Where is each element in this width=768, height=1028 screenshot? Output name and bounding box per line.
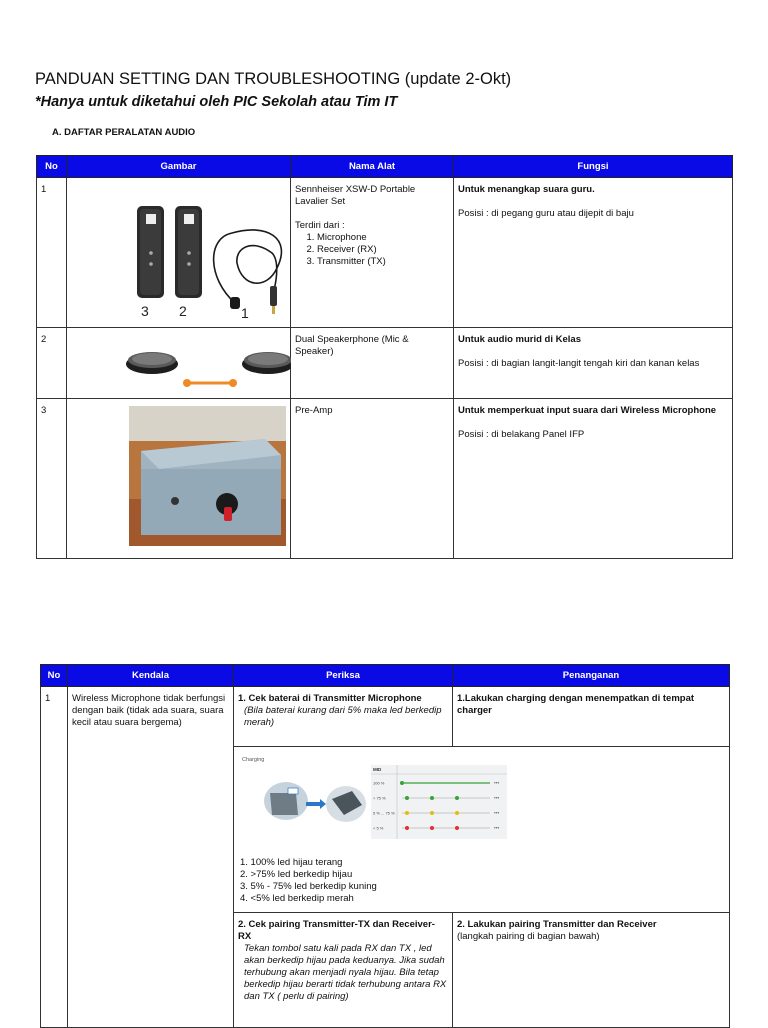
table-row <box>37 178 733 328</box>
list-item: 2. Receiver (RX) <box>317 244 449 256</box>
equipment-name: Dual Speakerphone (Mic & Speaker) <box>295 334 409 357</box>
fix-pairing-note: (langkah pairing di bagian bawah) <box>457 931 600 942</box>
level-label: < 5 % <box>373 825 384 831</box>
led-indicator <box>405 796 409 800</box>
list-item: 1. Microphone <box>317 232 449 244</box>
speakerphone-image <box>67 328 291 394</box>
led-indicator <box>455 826 459 830</box>
equipment-name-cell <box>291 178 454 328</box>
device-label-1: 1 <box>241 305 249 321</box>
led-indicator <box>405 826 409 830</box>
function-text: Untuk menangkap suara guru. <box>458 184 595 195</box>
check-battery-note: (Bila baterai kurang dari 5% maka led berkedip merah) <box>244 705 442 728</box>
header-nama-alat: Nama Alat <box>291 156 454 178</box>
equipment-name-cell <box>291 399 454 559</box>
issue-cell: Wireless Microphone tidak berfungsi dengan baik (tidak ada suara, suara kecil atau suara bergema) <box>68 687 234 1028</box>
function-text: Untuk audio murid di Kelas <box>458 334 581 345</box>
level-ellipsis: ••• <box>494 825 500 832</box>
led-indicator <box>430 826 434 830</box>
preamp-image-cell <box>67 399 291 559</box>
component-list <box>295 232 449 268</box>
check-battery-title: 1. Cek baterai di Transmitter Microphone <box>238 693 422 704</box>
consists-label: Terdiri dari : <box>295 220 345 231</box>
row-number: 1 <box>37 178 67 328</box>
document-title: PANDUAN SETTING DAN TROUBLESHOOTING (update 2-Okt) <box>35 70 512 88</box>
table-header-row <box>37 156 733 178</box>
charging-led-diagram <box>240 753 530 849</box>
level-label: > 75 % <box>373 795 386 801</box>
preamp-image <box>67 399 291 554</box>
check-pairing-title: 2. Cek pairing Transmitter-TX dan Receiver-RX <box>238 919 435 942</box>
position-text: Posisi : di belakang Panel IFP <box>458 429 585 440</box>
equipment-name: Pre-Amp <box>295 405 333 416</box>
led-note: 1. 100% led hijau terang <box>240 857 343 868</box>
troubleshooting-table <box>40 664 730 1028</box>
device-label-2: 2 <box>179 303 187 319</box>
equipment-name: Sennheiser XSW-D Portable Lavalier Set <box>295 184 416 207</box>
level-ellipsis: ••• <box>494 795 500 802</box>
header-gambar: Gambar <box>67 156 291 178</box>
led-indicator <box>400 781 404 785</box>
header-fungsi: Fungsi <box>454 156 733 178</box>
list-item: 3. Transmitter (TX) <box>317 256 449 268</box>
function-cell <box>454 399 733 559</box>
check-pairing-cell <box>234 913 453 1028</box>
level-ellipsis: ••• <box>494 810 500 817</box>
charging-diagram-cell <box>234 747 730 913</box>
led-indicator <box>405 811 409 815</box>
fix-pairing-title: 2. Lakukan pairing Transmitter dan Receiver <box>457 919 657 930</box>
check-pairing-note: Tekan tombol satu kali pada RX dan TX , led akan berkedip hijau pada keduanya. Jika sudah terhubung akan menjadi nyala hijau. Bila tetap berkedip hijau berarti tidak terhubung antara RX dan TX ( perlu di pairing) <box>244 943 447 1002</box>
table-row <box>37 399 733 559</box>
equipment-name-cell <box>291 328 454 399</box>
diagram-caption: Charging <box>242 757 265 763</box>
check-battery-cell <box>234 687 453 747</box>
header-no: No <box>37 156 67 178</box>
level-label: 5 % ... 75 % <box>373 810 395 816</box>
wireless-mic-image-cell <box>67 178 291 328</box>
led-note: 4. <5% led berkedip merah <box>240 893 354 904</box>
document-subtitle: *Hanya untuk diketahui oleh PIC Sekolah atau Tim IT <box>35 94 398 110</box>
header-kendala: Kendala <box>68 665 234 687</box>
row-number: 2 <box>37 328 67 399</box>
fix-charging-text: 1.Lakukan charging dengan menempatkan di tempat charger <box>457 693 695 716</box>
led-indicator <box>430 811 434 815</box>
row-number: 3 <box>37 399 67 559</box>
led-note: 3. 5% - 75% led berkedip kuning <box>240 881 377 892</box>
section-heading-audio-equipment: A. DAFTAR PERALATAN AUDIO <box>52 127 196 138</box>
led-note: 2. >75% led berkedip hijau <box>240 869 353 880</box>
table-header-row <box>41 665 730 687</box>
fix-charging-cell <box>453 687 730 747</box>
device-label-3: 3 <box>141 303 149 319</box>
function-cell <box>454 178 733 328</box>
led-indicator <box>455 811 459 815</box>
led-indicator <box>455 796 459 800</box>
function-text: Untuk memperkuat input suara dari Wireless Microphone <box>458 405 717 416</box>
wireless-mic-set-image <box>67 178 291 323</box>
fix-pairing-cell <box>453 913 730 1028</box>
led-indicator <box>430 796 434 800</box>
header-penanganan: Penanganan <box>453 665 730 687</box>
diagram-header: MID <box>373 767 382 772</box>
header-periksa: Periksa <box>234 665 453 687</box>
table-row <box>37 328 733 399</box>
row-number: 1 <box>41 687 68 1028</box>
header-no: No <box>41 665 68 687</box>
level-ellipsis: ••• <box>494 780 500 787</box>
table-row <box>41 687 730 747</box>
equipment-table <box>36 155 733 559</box>
function-cell <box>454 328 733 399</box>
position-text: Posisi : di pegang guru atau dijepit di baju <box>458 208 634 219</box>
position-text: Posisi : di bagian langit-langit tengah kiri dan kanan kelas <box>458 358 700 369</box>
level-label: 100 % <box>373 780 385 786</box>
speakerphone-image-cell <box>67 328 291 399</box>
